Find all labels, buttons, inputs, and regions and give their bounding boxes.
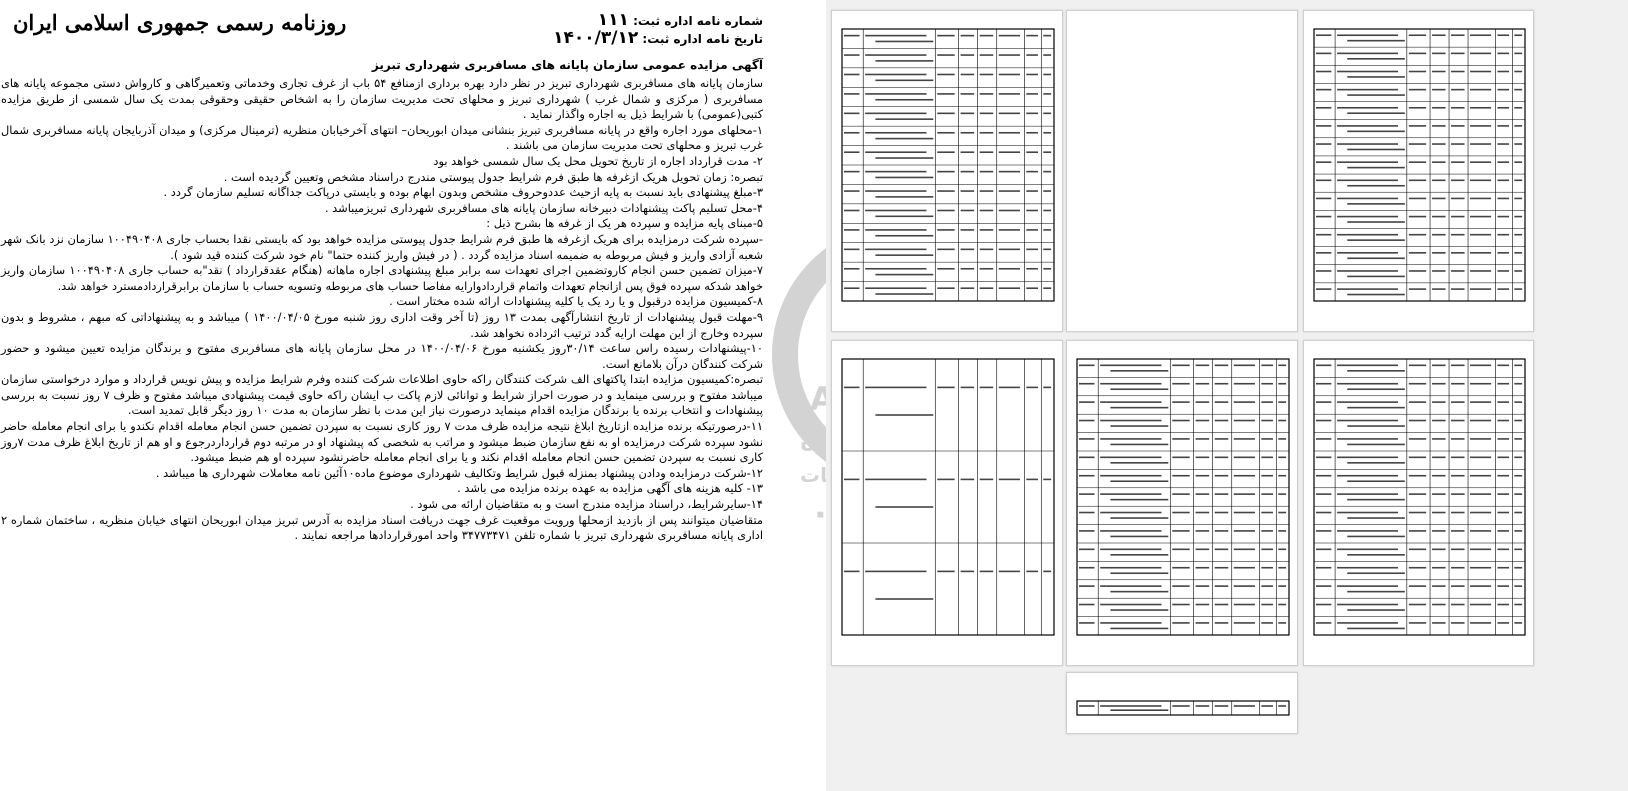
page-thumb-table <box>1304 341 1533 665</box>
masthead <box>3 8 763 60</box>
notice-paragraph: ۳-مبلغ پیشنهادی باید نسبت به پایه ازحیث عددوحروف مشخص وبدون ابهام بوده و بایستی درپاکت جداگانه تسلیم سازمان گردد . <box>163 185 763 200</box>
page-thumbnails[interactable] <box>826 0 1628 791</box>
reg-number-value: ۱۱۱ <box>597 10 629 30</box>
notice-paragraph: ۴-محل تسلیم پاکت پیشنهادات دبیرخانه سازمان پایانه های مسافربری شهرداری تبریزمیباشد . <box>324 200 763 215</box>
notice-paragraph: متقاضیان میتوانند پس از بازدید ازمحلها ورویت موقعیت غرف جهت دریافت اسناد مزایده به آدرس تبریز میدان ابوریحان انتهای خیابان منظریه ، ساختمان شماره ۲ اداری پایانه مسافربری شهرداری تبریز با شماره تلفن ۳۴۷۷۳۴۷۱ واحد امورقراردادها مراجعه نمایند . <box>1 512 763 543</box>
notice-paragraph: ۵-مبنای پایه مزایده و سپرده هر یک از غرفه ها بشرح ذیل : <box>486 216 763 231</box>
notice-paragraph: ۱-محلهای مورد اجاره واقع در پایانه مسافربری تبریز بنشانی میدان ابوریحان– انتهای آخرخیابان منظریه (ترمینال مرکزی) و میدان آذربایجان پایانه مسافربری شمال غرب تبریز و محلهای تحت مدیریت سازمان می باشند . <box>1 122 763 153</box>
gazette-document <box>0 0 775 791</box>
page-thumb-table <box>832 11 1062 331</box>
notice-paragraph: ۱۱-درصورتیکه برنده مزایده ازتاریخ ابلاغ نتیجه مزایده ظرف مدت ۷ روز کاری نسبت به سپردن تضمین حسن انجام معامله اقدام نکندو یا برای انجام معامله حاضر نشود سپرده شرکت درمزایده او به نفع سازمان ضبط میشود و مراتب به شخصی که پیشنهاد او در مرتبه دوم قرارداردرجوع و او هم از تاریخ ابلاغ ظرف مدت ۷روز کاری نسبت به سپردن تضمین حسن انجام معامله اقدام نکند و یا برای انجام معامله حاضرنشود سپرده او هم ضبط میشود. <box>1 419 764 465</box>
registry-info <box>553 12 763 48</box>
page-thumb-1[interactable] <box>831 10 1063 332</box>
notice-paragraph: ۱۰-پیشنهادات رسیده راس ساعت ۳۰/۱۴روز یکشنبه مورخ ۱۴۰۰/۰۴/۰۶ در محل سازمان پایانه های مسافربری مفتوح و برندگان مزایده تعیین میشود و حضور شرکت کنندگان درآن بلامانع است. <box>1 341 764 371</box>
page-thumb-table <box>1067 341 1297 665</box>
page-thumb-3[interactable] <box>1303 10 1534 332</box>
notice-paragraph: ۷-میزان تضمین حسن انجام کاروتضمین اجرای تعهدات سه برابر مبلغ پیشنهادی اجاره ماهانه (هنگام عقدقرارداد ) نقد"به حساب جاری ۱۰۰۴۹۰۴۰۸ سازمان واریز خواهد شدکه سپرده فوق پس ازانجام تعهدات واتمام قراردادوارایه مفاصا حساب های مربوطه وتسویه حساب با سازمان برابرقراردادمسترد خواهد شد. <box>1 263 763 293</box>
notice-paragraph: تبصره:کمیسیون مزایده ابتدا پاکتهای الف شرکت کنندگان راکه حاوی اطلاعات شرکت کننده وفرم شرایط مزایده و پیش نویس قرارداد و موارد درخواستی سازمان میباشد مفتوح و بررسی مینماید و در صورت احراز شرایط و توانائی لازم پاکت ب ایشان راکه حاوی قیمت پیشنهادی میباشد مفتوح و ظرف ۷ روز نسبت به بررسی پیشنهادات و انتخاب برنده یا برندگان مزایده اقدام مینماید درصورت نیاز این مدت با نظر سازمان به مدت ۱۰ روز دیگر قابل تمدید است. <box>1 372 763 418</box>
reg-date-label: تاریخ نامه اداره ثبت: <box>642 32 763 46</box>
notice-body <box>1 76 763 544</box>
page-thumb-6[interactable] <box>1303 340 1534 666</box>
page-thumb-table <box>1067 11 1297 331</box>
notice-paragraph: ۱۴-سایرشرایط، دراسناد مزایده مندرج است و به متقاضیان ارائه می شود . <box>410 497 763 512</box>
notice-paragraph: ۱۳- کلیه هزینه های آگهی مزایده به عهده برنده مزایده می باشد . <box>457 481 763 496</box>
notice-title: آگهی مزایده عمومی سازمان پایانه های مسافربری شهرداری تبریز <box>371 58 763 72</box>
notice-paragraph: -سپرده شرکت درمزایده برای هریک ازغرفه ها طبق فرم شرایط جدول پیوستی مزایده خواهد بود که بایستی نقدا بحساب جاری ۱۰۰۴۹۰۴۰۸ سازمان نزد بانک شهر شعبه آزادی واریز و فیش مربوطه به ضمیمه اسناد مزایده گردد . ( در فیش واریز کننده حتما" نام خود شرکت کننده قید شود ). <box>1 231 763 262</box>
notice-paragraph: ۲- مدت قرارداد اجاره از تاریخ تحویل محل یک سال شمسی خواهد بود <box>433 153 763 168</box>
reg-date-value: ۱۴۰۰/۳/۱۲ <box>553 28 639 48</box>
notice-paragraph: ۸-کمیسیون مزایده درقبول و یا رد یک یا کلیه پیشنهادات ارائه شده مختار است . <box>389 294 763 309</box>
page-thumb-table <box>1304 11 1533 331</box>
page-thumb-2[interactable] <box>1066 10 1298 332</box>
page-thumb-table <box>1067 673 1297 733</box>
gazette-title: روزنامه رسمی جمهوری اسلامی ایران <box>13 10 347 35</box>
notice-paragraph: تبصره: زمان تحویل هریک ازغرفه ها طبق فرم شرایط جدول پیوستی مندرج دراسناد مشخص وتعیین گردیده است . <box>223 169 763 184</box>
page-thumb-5[interactable] <box>1066 340 1298 666</box>
notice-paragraph: ۹-مهلت قبول پیشنهادات از تاریخ انتشارآگهی بمدت ۱۳ روز (تا آخر وقت اداری روز شنبه مورخ ۱۴۰۰/۰۴/۰۵ ) میباشد و به پیشنهاداتی که مبهم ، مشروط و بدون سپرده وخارج از این مهلت ارایه گدد ترتیب اثرداده نخواهد شد. <box>1 309 763 340</box>
reg-number-label: شماره نامه اداره ثبت: <box>633 14 763 28</box>
page-thumb-table <box>832 341 1062 665</box>
page-thumb-4[interactable] <box>831 340 1063 666</box>
page-thumb-7[interactable] <box>1066 672 1298 734</box>
notice-paragraph: سازمان پایانه های مسافربری شهرداری تبریز در نظر دارد بهره برداری ازمنافع ۵۴ باب از غرف تجاری وخدماتی وتعمیرگاهی و کارواش دستی مجموعه پایانه های مسافربری ( مرکزی و شمال غرب ) شهرداری تبریز و محلهای تحت مدیریت سازمان را به اشخاص حقیقی وحقوقی بمدت یک سال شمسی از طریق مزایده کتبی(عمومی) با شرایط ذیل به اجاره واگذار نماید . <box>1 76 763 122</box>
notice-paragraph: ۱۲-شرکت درمزایده ودادن پیشنهاد بمنزله قبول شرایط وتکالیف شهرداری موضوع ماده۱۰آئین نامه معاملات شهرداری ها میباشد . <box>155 465 763 480</box>
